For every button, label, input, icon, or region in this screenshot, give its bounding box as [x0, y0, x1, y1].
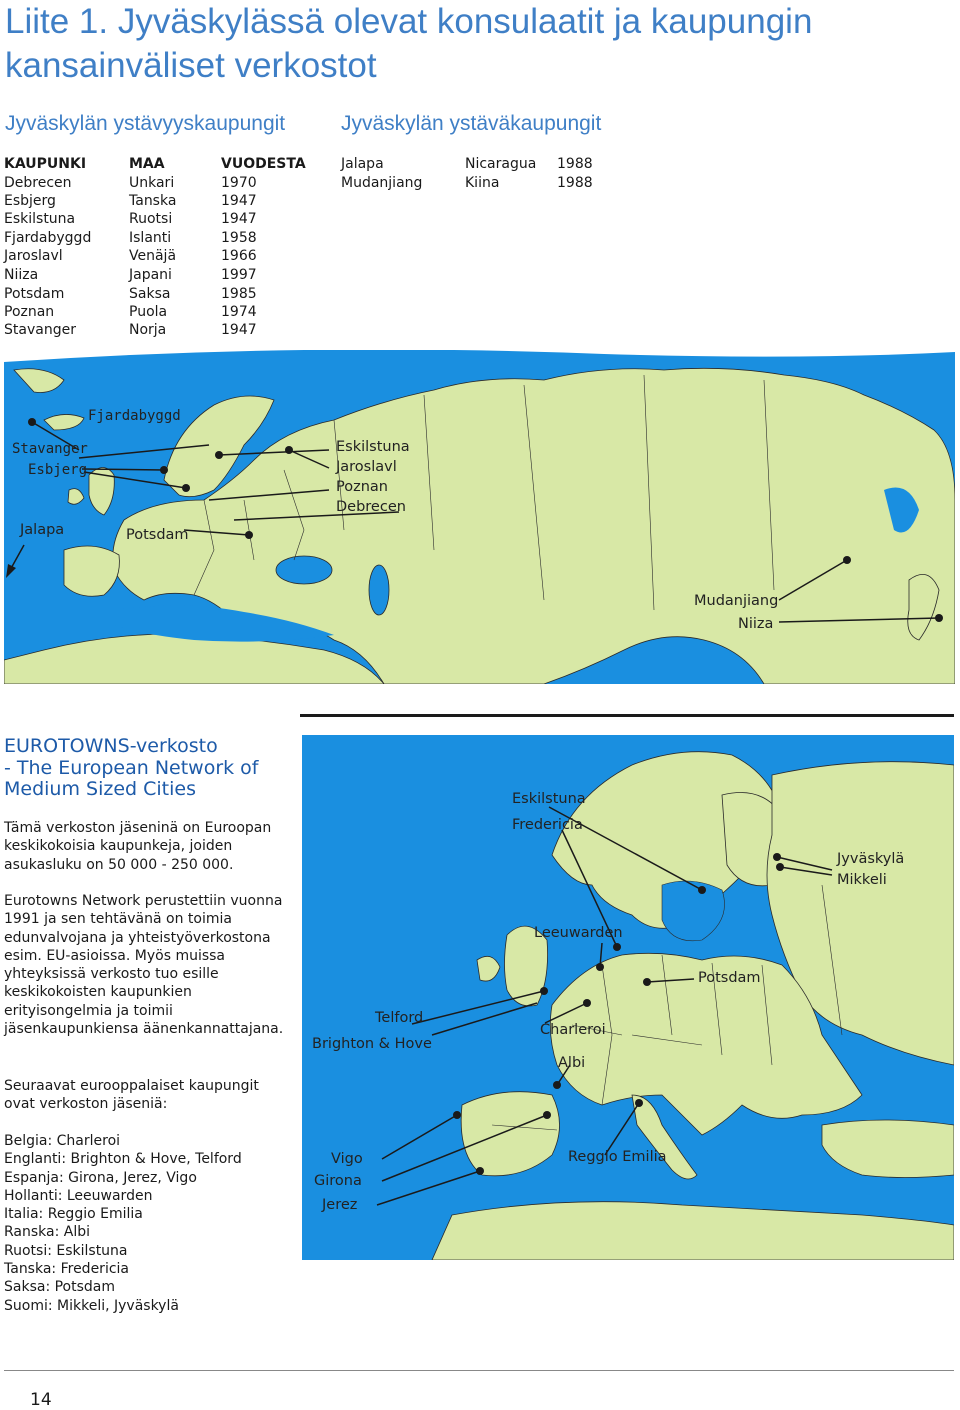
map2-label-girona: Girona	[314, 1173, 362, 1189]
section-divider	[300, 714, 954, 717]
map2-label-telford: Telford	[375, 1010, 424, 1026]
eurotowns-heading-2: - The European Network of	[4, 756, 259, 779]
header-country: MAA	[129, 156, 165, 172]
map2-label-eskilstuna: Eskilstuna	[512, 791, 586, 807]
members-list	[4, 1132, 294, 1315]
table-cell: Debrecen	[4, 175, 72, 191]
table-cell: Unkari	[129, 175, 175, 191]
table-cell: 1985	[221, 286, 257, 302]
table-cell: Japani	[129, 267, 172, 283]
header-year: VUODESTA	[221, 156, 306, 172]
map1-label-stavanger: Stavanger	[12, 441, 88, 457]
eurotowns-para-2: Eurotowns Network perustettiin vuonna 1991 ja sen tehtävänä on toimia edunvalvojana ja yhteistyöverkostona esim. EU-asioissa. Myös muissa yhteyksissä verkosto tuo esille keskikokoisten kaupunkien erityisongelmia ja toimii jäsenkaupunkiensa äänenkannattajana.	[4, 893, 284, 1038]
table-cell: 1974	[221, 304, 257, 320]
table-cell: 1988	[557, 156, 593, 172]
table-cell: 1947	[221, 193, 257, 209]
map2-label-charleroi: Charleroi	[540, 1022, 606, 1038]
map1-label-fjardabyggd: Fjardabyggd	[88, 408, 181, 424]
list-item: Englanti: Brighton & Hove, Telford	[4, 1151, 242, 1168]
list-item: Hollanti: Leeuwarden	[4, 1187, 153, 1204]
map1-label-debrecen: Debrecen	[336, 499, 406, 515]
eurotowns-text	[4, 736, 296, 801]
table-cell: Esbjerg	[4, 193, 56, 209]
table-cell: Venäjä	[129, 248, 177, 264]
eurasia-map	[4, 350, 955, 684]
footer-line	[4, 1370, 954, 1371]
friendship-heading: Jyväskylän ystävyyskaupungit	[5, 112, 286, 135]
eurotowns-para-1: Tämä verkoston jäseninä on Euroopan keskikokoisia kaupunkeja, joiden asukasluku on 50 000 - 250 000.	[4, 820, 272, 873]
map2-label-jerez: Jerez	[322, 1197, 358, 1213]
table-cell: Eskilstuna	[4, 211, 76, 227]
table-cell: Islanti	[129, 230, 172, 246]
table-cell: Poznan	[4, 304, 55, 320]
table-cell: Jalapa	[341, 156, 384, 172]
table-cell: Jaroslavl	[4, 248, 63, 264]
map2-label-reggio: Reggio Emilia	[568, 1149, 667, 1165]
eurotowns-para-3: Seuraavat eurooppalaiset kaupungit ovat verkoston jäseniä:	[4, 1078, 259, 1113]
table-cell: Potsdam	[4, 286, 65, 302]
friend-heading: Jyväskylän ystäväkaupungit	[341, 112, 602, 135]
list-item: Ranska: Albi	[4, 1224, 91, 1241]
map2-label-albi: Albi	[558, 1055, 586, 1071]
table-cell: Ruotsi	[129, 211, 173, 227]
table-cell: Kiina	[465, 175, 500, 191]
table-cell: Stavanger	[4, 322, 76, 338]
map2-label-jyvaskyla: Jyväskylä	[837, 851, 905, 867]
table-cell: 1966	[221, 248, 257, 264]
table-cell: 1958	[221, 230, 257, 246]
map2-label-potsdam: Potsdam	[698, 970, 761, 986]
table-cell: Mudanjiang	[341, 175, 423, 191]
eurotowns-heading-1: EUROTOWNS-verkosto	[4, 735, 218, 757]
table-cell: 1997	[221, 267, 257, 283]
page-title: Liite 1. Jyväskylässä olevat konsulaatit ja kaupungin kansainväliset verkostot	[5, 2, 813, 85]
table-cell: 1947	[221, 211, 257, 227]
table-cell: Fjardabyggd	[4, 230, 92, 246]
list-item: Espanja: Girona, Jerez, Vigo	[4, 1169, 197, 1186]
table-cell: Nicaragua	[465, 156, 537, 172]
header-city: KAUPUNKI	[4, 156, 87, 172]
table-cell: Norja	[129, 322, 167, 338]
map2-label-brighton: Brighton & Hove	[312, 1036, 432, 1052]
map1-label-poznan: Poznan	[336, 479, 388, 495]
map1-label-jalapa: Jalapa	[20, 522, 65, 538]
list-item: Suomi: Mikkeli, Jyväskylä	[4, 1297, 179, 1314]
europe-map	[302, 735, 954, 1260]
list-item: Italia: Reggio Emilia	[4, 1206, 143, 1223]
table-cell: Niiza	[4, 267, 39, 283]
map2-label-mikkeli: Mikkeli	[837, 872, 887, 888]
eurotowns-heading-3: Medium Sized Cities	[4, 778, 196, 800]
list-item: Belgia: Charleroi	[4, 1133, 121, 1149]
list-item: Tanska: Fredericia	[4, 1261, 129, 1278]
map1-label-potsdam: Potsdam	[126, 527, 189, 543]
map1-label-jaroslavl: Jaroslavl	[336, 459, 397, 475]
eurasia-map-graphic	[4, 350, 955, 684]
list-item: Saksa: Potsdam	[4, 1279, 116, 1296]
map1-label-esbjerg: Esbjerg	[28, 462, 88, 478]
map2-label-vigo: Vigo	[331, 1151, 363, 1167]
table-cell: Saksa	[129, 286, 171, 302]
europe-map-graphic	[302, 735, 954, 1260]
table-cell: 1970	[221, 175, 257, 191]
table-cell: Puola	[129, 304, 168, 320]
list-item: Ruotsi: Eskilstuna	[4, 1242, 128, 1259]
map2-label-fredericia: Fredericia	[512, 817, 583, 833]
map1-label-eskilstuna: Eskilstuna	[336, 439, 410, 455]
map1-label-mudanjiang: Mudanjiang	[694, 593, 779, 609]
table-cell: 1947	[221, 322, 257, 338]
table-cell: 1988	[557, 175, 593, 191]
page-number: 14	[30, 1390, 52, 1410]
map2-label-leeuwarden: Leeuwarden	[534, 925, 623, 941]
map1-label-niiza: Niiza	[738, 616, 774, 632]
table-cell: Tanska	[129, 193, 177, 209]
